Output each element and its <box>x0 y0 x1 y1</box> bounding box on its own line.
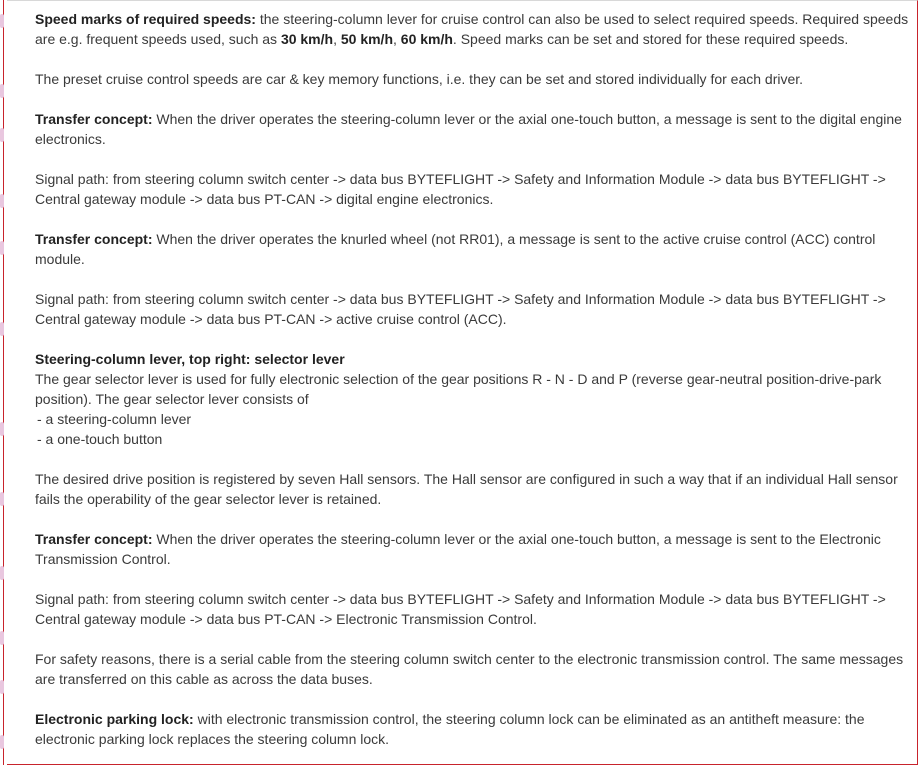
transfer-concept-text: When the driver operates the knurled wheel (not RR01), a message is sent to the active cruise control (ACC) control module. <box>35 231 876 267</box>
edge-marker <box>0 84 4 98</box>
list-item: - a one-touch button <box>37 431 163 447</box>
edge-marker <box>0 194 4 208</box>
paragraph-transfer-concept-acc <box>35 229 911 269</box>
parking-lock-text: with electronic transmission control, the steering column lock can be eliminated as an antitheft measure: the electronic parking lock replaces the steering column lock. <box>35 711 865 747</box>
speed-30: 30 km/h <box>280 31 334 47</box>
speed-60: 60 km/h <box>400 31 453 47</box>
speed-marks-text-2: . Speed marks can be set and stored for these required speeds. <box>452 31 849 47</box>
speed-50: 50 km/h <box>340 31 393 47</box>
paragraph-selector-lever: The gear selector lever is used for fully electronic selection of the gear positions R - N - D and P (reverse gear-neutral position-drive-park position). The gear selector lever consists of <box>35 371 882 407</box>
paragraph-speed-marks <box>35 9 911 49</box>
edge-marker <box>0 422 4 436</box>
paragraph-signal-path-engine: Signal path: from steering column switch center -> data bus BYTEFLIGHT -> Safety and Information Module -> data bus BYTEFLIGHT -> Central gateway module -> data bus PT-CAN -> digital engine electronics. <box>35 171 886 207</box>
edge-marker <box>0 14 4 28</box>
paragraph-electronic-parking-lock <box>35 709 911 749</box>
document-body <box>35 9 911 765</box>
edge-marker <box>0 241 4 255</box>
selector-lever-heading <box>35 349 911 369</box>
speed-marks-heading: Speed marks of required speeds: <box>35 11 256 27</box>
paragraph-signal-path-transmission: Signal path: from steering column switch center -> data bus BYTEFLIGHT -> Safety and Information Module -> data bus BYTEFLIGHT -> Central gateway module -> data bus PT-CAN -> Electronic Transmission Control. <box>35 591 886 627</box>
paragraph-serial-cable: For safety reasons, there is a serial cable from the steering column switch center to the electronic transmission control. The same messages are transferred on this cable as across the data buses. <box>35 651 904 687</box>
edge-marker <box>0 735 4 749</box>
paragraph-signal-path-acc: Signal path: from steering column switch center -> data bus BYTEFLIGHT -> Safety and Information Module -> data bus BYTEFLIGHT -> Central gateway module -> data bus PT-CAN -> active cruise control (ACC). <box>35 291 886 327</box>
left-edge-markers <box>0 0 4 765</box>
list-item: - a steering-column lever <box>37 411 192 427</box>
transfer-concept-text: When the driver operates the steering-column lever or the axial one-touch button, a message is sent to the Electronic Transmission Control. <box>35 531 881 567</box>
transfer-concept-heading: Transfer concept: <box>35 111 153 127</box>
edge-marker <box>0 631 4 645</box>
edge-marker <box>0 322 4 336</box>
parking-lock-heading: Electronic parking lock: <box>35 711 194 727</box>
paragraph-transfer-concept-transmission <box>35 529 911 569</box>
paragraph-memory-functions: The preset cruise control speeds are car & key memory functions, i.e. they can be set and stored individually for each driver. <box>35 71 804 87</box>
paragraph-hall-sensors: The desired drive position is registered by seven Hall sensors. The Hall sensor are configured in such a way that if an individual Hall sensor fails the operability of the gear selector lever is retained. <box>35 471 898 507</box>
edge-marker <box>0 492 4 506</box>
paragraph-transfer-concept-engine <box>35 109 911 149</box>
speed-separator-1: , <box>333 31 341 47</box>
edge-marker <box>0 566 4 580</box>
transfer-concept-heading: Transfer concept: <box>35 231 153 247</box>
edge-marker <box>0 680 4 694</box>
selector-lever-parts-list <box>35 409 911 449</box>
speed-separator-2: , <box>393 31 401 47</box>
transfer-concept-text: When the driver operates the steering-column lever or the axial one-touch button, a message is sent to the digital engine electronics. <box>35 111 902 147</box>
speed-marks-text-1: the steering-column lever for cruise control can also be used to select required speeds. Required speeds are e.g. frequent speeds used, such as <box>35 11 909 47</box>
selector-lever-title: Steering-column lever, top right: selector lever <box>35 351 345 367</box>
edge-marker <box>0 128 4 142</box>
transfer-concept-heading: Transfer concept: <box>35 531 153 547</box>
